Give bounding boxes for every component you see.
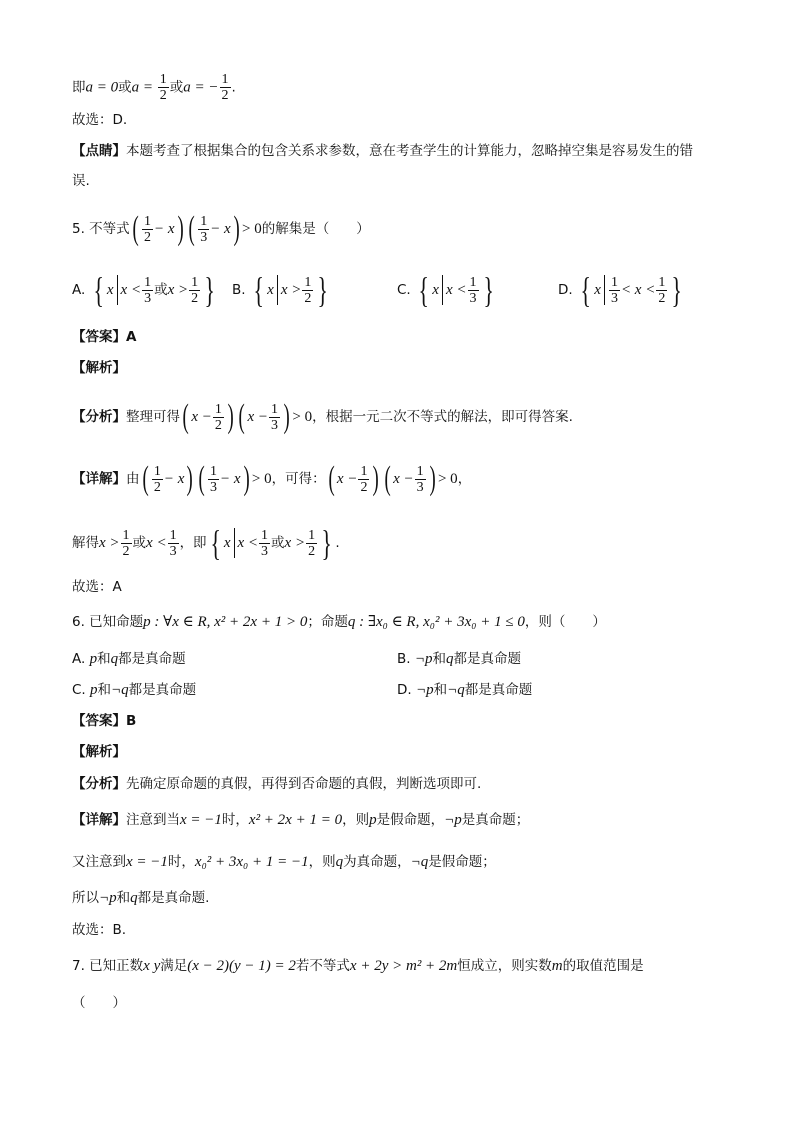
detail-6-line3: 所以¬p和q都是真命题. <box>72 890 210 906</box>
math: a = − <box>183 79 219 96</box>
detail-6: 【详解】注意到当x = −1时，x² + 2x + 1 = 0，则p是假命题，¬p是真命题； <box>72 812 530 828</box>
q5-options <box>72 272 722 312</box>
q6-options-row1 <box>72 649 722 669</box>
fraction: $\frac{1}{2}$ <box>144 213 151 245</box>
question-7-brackets: （ ） <box>72 995 126 1011</box>
fraction: $\frac{1}{3}$ <box>200 213 208 245</box>
fraction: $\frac{1}{2}$ <box>221 72 229 103</box>
option-d[interactable]: D. { x $\frac{1}{3}$ < x < $\frac{1}{2}$ } <box>558 270 683 310</box>
math: > 0 <box>242 221 262 237</box>
answer-5: 【答案】A <box>72 329 137 345</box>
option-b[interactable]: B. ¬p和q都是真命题 <box>397 651 521 667</box>
math: − x <box>154 221 175 237</box>
analysis-5: 【解析】 <box>72 360 126 376</box>
option-c[interactable]: C. { x x < $\frac{1}{3}$ } <box>397 270 494 310</box>
option-a[interactable]: A. p和q都是真命题 <box>72 651 186 667</box>
q6-options-row2 <box>72 680 722 700</box>
analysis-text-5: 【分析】整理可得( x − $\frac{1}{2}$ ) ( x − $\frac{1}{3}$ ) > 0，根据一元二次不等式的解法，即可得答案. <box>72 398 573 435</box>
question-5: 5. 不等式( $\frac{1}{2}$ − x) ( $\frac{1}{3}$ − x) > 0的解集是（ ） <box>72 210 370 247</box>
text: 或 <box>118 79 132 96</box>
option-a[interactable]: A. { x x < $\frac{1}{3}$ 或x > $\frac{1}{2}$ } <box>72 270 215 310</box>
select-line: 故选：D. <box>72 112 128 128</box>
text: . <box>231 79 236 96</box>
text: 即 <box>72 79 86 96</box>
comment-line-2: 误. <box>72 173 90 189</box>
option-c[interactable]: C. p和¬q都是真命题 <box>72 682 197 698</box>
math: a = <box>131 79 157 96</box>
comment-text: 本题考查了根据集合的包含关系求参数，意在考查学生的计算能力，忽略掉空集是容易发生的错 <box>126 143 693 159</box>
question-number: 5. 不等式 <box>72 221 130 237</box>
option-d[interactable]: D. ¬p和¬q都是真命题 <box>397 682 533 698</box>
line-a-values <box>72 72 236 103</box>
fraction: $\frac{1}{2}$ <box>159 72 167 103</box>
detail-5: 【详解】由( $\frac{1}{2}$ − x) ( $\frac{1}{3}$ − x) > 0，可得：( x − $\frac{1}{2}$ ) ( x − $\frac{1}{3}$ ) > 0， <box>72 460 472 497</box>
comment-tag: 【点睛】 <box>72 143 126 159</box>
select-6: 故选：B. <box>72 922 127 938</box>
text: 或 <box>169 79 184 96</box>
question-6: 6. 已知命题p : ∀x ∈ R, x² + 2x + 1 > 0；命题q : ∃x₀ ∈ R, x₀² + 3x₀ + 1 ≤ 0，则（ ） <box>72 614 606 630</box>
analysis-6: 【解析】 <box>72 744 126 760</box>
detail-6-line2: 又注意到x = −1时，x₀² + 3x₀ + 1 = −1，则q为真命题，¬q是假命题； <box>72 854 496 870</box>
select-5: 故选：A <box>72 579 122 595</box>
comment-line <box>72 141 693 161</box>
answer-6: 【答案】B <box>72 713 137 729</box>
math: a = 0 <box>85 79 119 96</box>
text: 的解集是（ ） <box>261 221 370 237</box>
option-b[interactable]: B. { x x > $\frac{1}{2}$ } <box>232 270 329 310</box>
question-7: 7. 已知正数x y满足(x − 2)(y − 1) = 2若不等式x + 2y > m² + 2m恒成立，则实数m的取值范围是 <box>72 958 644 974</box>
math: − x <box>210 221 231 237</box>
solution-5: 解得x > $\frac{1}{2}$ 或x < $\frac{1}{3}$ ，即{ x x < $\frac{1}{3}$ 或x > $\frac{1}{2}$ } . <box>72 523 340 563</box>
analysis-text-6: 【分析】先确定原命题的真假，再得到否命题的真假，判断选项即可. <box>72 776 482 792</box>
